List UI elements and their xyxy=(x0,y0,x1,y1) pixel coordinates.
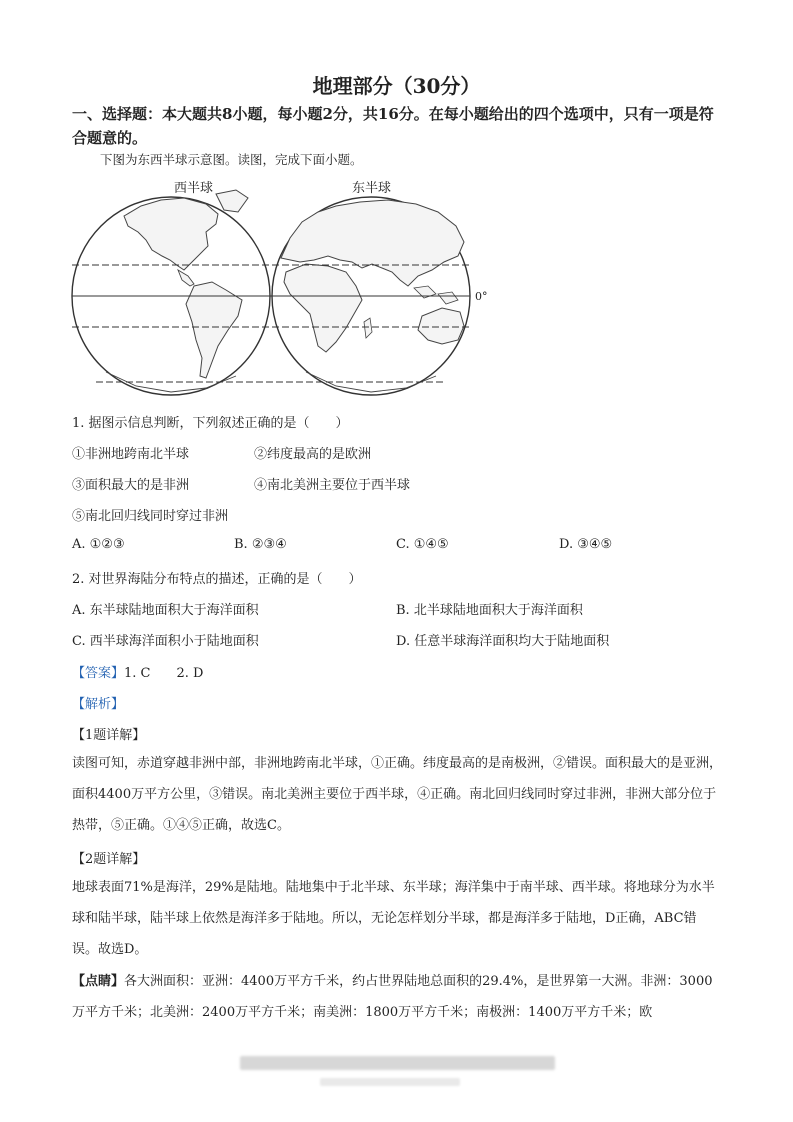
west-hemisphere xyxy=(72,190,270,395)
answer-tag: 【答案】 xyxy=(72,666,125,681)
section-heading: 一、选择题：本大题共8小题，每小题2分，共16分。在每小题给出的四个选项中，只有一项是符合题意的。 xyxy=(72,105,714,147)
q1-statement-5: ⑤南北回归线同时穿过非洲 xyxy=(72,509,229,524)
answer-line xyxy=(72,662,203,681)
q2-option-a[interactable]: A. 东半球陆地面积大于海洋面积 xyxy=(72,603,259,618)
detail2-tag: 【2题详解】 xyxy=(72,852,146,867)
detail1-tag: 【1题详解】 xyxy=(72,728,146,743)
hemisphere-map xyxy=(66,176,496,406)
answer-text: 1. C 2. D xyxy=(124,666,204,681)
q1-option-d[interactable]: D. ③④⑤ xyxy=(559,537,613,552)
west-hemisphere-label: 西半球 xyxy=(174,181,214,196)
question-intro: 下图为东西半球示意图。读图，完成下面小题。 xyxy=(100,152,363,167)
q2-stem: 2. 对世界海陆分布特点的描述，正确的是（ ） xyxy=(72,572,362,587)
comment-text: 各大洲面积：亚洲：4400万平方千米，约占世界陆地总面积的29.4%，是世界第一大洲。非洲：3000万平方千米；北美洲：2400万平方千米；南美洲：1800万平方千米；南极洲：1400万平方千米；欧 xyxy=(72,974,713,1020)
comment-tag: 【点睛】 xyxy=(72,974,125,989)
detail2-text: 地球表面71%是海洋，29%是陆地。陆地集中于北半球、东半球；海洋集中于南半球、西半球。将地球分为水半球和陆半球，陆半球上依然是海洋多于陆地。所以，无论怎样划分半球，都是海洋多于陆地，D正确，ABC错误。故选D。 xyxy=(72,880,715,957)
q1-option-c[interactable]: C. ①④⑤ xyxy=(396,537,449,552)
q1-stem: 1. 据图示信息判断，下列叙述正确的是（ ） xyxy=(72,416,349,431)
q1-statement-3: ③面积最大的是非洲 xyxy=(72,478,190,493)
q1-option-b[interactable]: B. ②③④ xyxy=(234,537,287,552)
q1-option-a[interactable]: A. ①②③ xyxy=(72,537,125,552)
page-title: 地理部分（30分） xyxy=(312,74,481,98)
detail1-text: 读图可知，赤道穿越非洲中部，非洲地跨南北半球，①正确。纬度最高的是南极洲，②错误。面积最大的是亚洲， 面积4400万平方公里，③错误。南北美洲主要位于西半球，④正确。南北回归线同时穿过非洲，非洲大部分位于热带，⑤正确。①④⑤正确，故选C。 xyxy=(72,756,729,833)
blurred-footer xyxy=(240,1056,555,1070)
q2-option-c[interactable]: C. 西半球海洋面积小于陆地面积 xyxy=(72,634,259,649)
blurred-footer-sub xyxy=(320,1078,460,1086)
equator-label: 0° xyxy=(475,290,488,303)
east-hemisphere-label: 东半球 xyxy=(352,181,392,196)
q1-statement-4: ④南北美洲主要位于西半球 xyxy=(254,478,411,493)
analysis-tag: 【解析】 xyxy=(72,697,125,712)
q2-option-d[interactable]: D. 任意半球海洋面积均大于陆地面积 xyxy=(396,634,610,649)
hemisphere-map-svg xyxy=(66,176,496,406)
q1-statement-1: ①非洲地跨南北半球 xyxy=(72,447,190,462)
q1-statement-2: ②纬度最高的是欧洲 xyxy=(254,447,372,462)
comment-paragraph xyxy=(72,966,722,1028)
q2-option-b[interactable]: B. 北半球陆地面积大于海洋面积 xyxy=(396,603,583,618)
